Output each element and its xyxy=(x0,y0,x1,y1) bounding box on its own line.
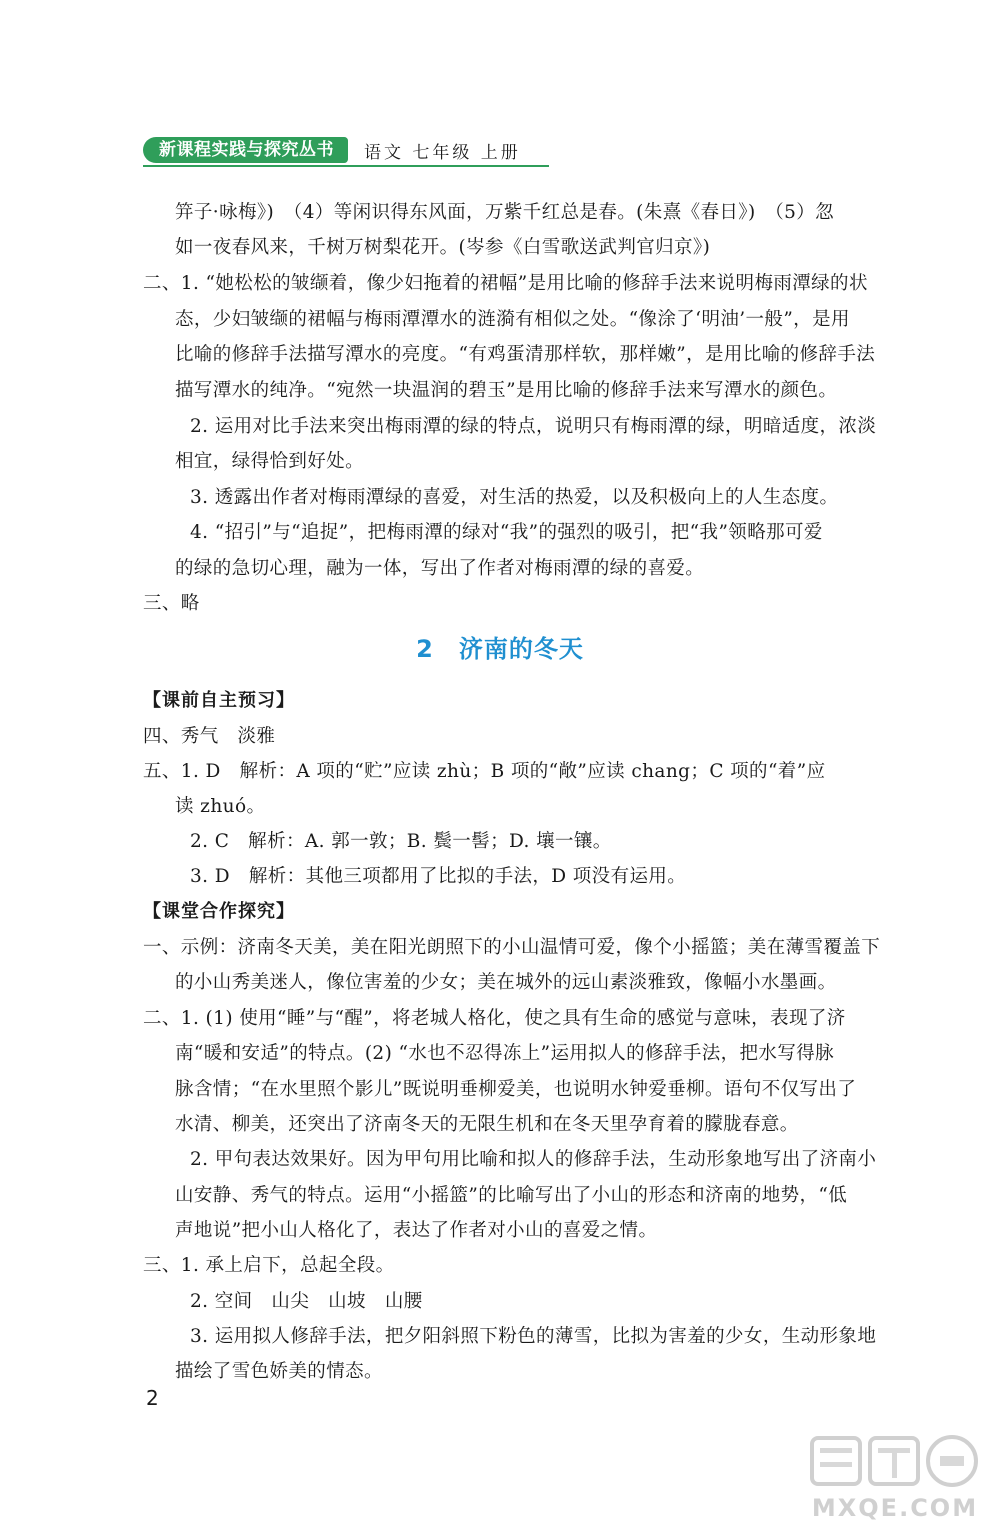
text-line: 脉含情；“在水里照个影儿”既说明垂柳爱美，也说明水钟爱垂柳。语句不仅写出了 xyxy=(175,1079,857,1100)
text-line: 二、1. (1) 使用“睡”与“醒”，将老城人格化，使之具有生命的感觉与意味，表现了济 xyxy=(143,1008,846,1029)
text-line: 如一夜春风来，千树万树梨花开。(岑参《白雪歌送武判官归京》) xyxy=(175,237,711,258)
text-line: 描绘了雪色娇美的情态。 xyxy=(175,1361,383,1382)
text-line: 笄子·咏梅》) （4）等闲识得东风面，万紫千红总是春。(朱熹《春日》) （5）忽 xyxy=(175,202,835,223)
text-line: 比喻的修辞手法描写潭水的亮度。“有鸡蛋清那样软，那样嫩”，是用比喻的修辞手法 xyxy=(175,344,876,365)
text-line: 读 zhuó。 xyxy=(175,796,266,817)
text-line: 2. 空间 山尖 山坡 山腰 xyxy=(190,1291,423,1312)
watermark-logo xyxy=(800,1430,990,1525)
section-title: 2 济南的冬天 xyxy=(416,635,584,663)
section-heading: 【课堂合作探究】 xyxy=(143,901,295,922)
text-line: 4. “招引”与“追捉”，把梅雨潭的绿对“我”的强烈的吸引，把“我”领略那可爱 xyxy=(190,522,823,543)
text-line: 三、1. 承上启下，总起全段。 xyxy=(143,1255,395,1276)
watermark-url: MXQE.COM xyxy=(811,1494,979,1522)
text-line: 2. 甲句表达效果好。因为甲句用比喻和拟人的修辞手法，生动形象地写出了济南小 xyxy=(190,1149,877,1170)
text-line: 的小山秀美迷人，像位害羞的少女；美在城外的远山素淡雅致，像幅小水墨画。 xyxy=(175,972,837,993)
series-badge: 新课程实践与探究丛书 xyxy=(143,137,348,163)
section-heading: 【课前自主预习】 xyxy=(143,690,295,711)
text-line: 的绿的急切心理，融为一体，写出了作者对梅雨潭的绿的喜爱。 xyxy=(175,558,705,579)
text-line: 2. C 解析：A. 郭一敦；B. 鬓一髻；D. 壤一镶。 xyxy=(190,831,612,852)
header-rule xyxy=(143,165,549,167)
text-line: 山安静、秀气的特点。运用“小摇篮”的比喻写出了小山的形态和济南的地势，“低 xyxy=(175,1185,848,1206)
text-line: 二、1. “她松松的皱缬着，像少妇拖着的裙幅”是用比喻的修辞手法来说明梅雨潭绿的状 xyxy=(143,273,868,294)
text-line: 态，少妇皱缬的裙幅与梅雨潭潭水的涟漪有相似之处。“像涂了‘明油’一般”，是用 xyxy=(175,309,850,330)
text-line: 一、示例：济南冬天美，美在阳光朗照下的小山温情可爱，像个小摇篮；美在薄雪覆盖下 xyxy=(143,937,881,958)
text-line: 2. 运用对比手法来突出梅雨潭的绿的特点，说明只有梅雨潭的绿，明暗适度，浓淡 xyxy=(190,416,877,437)
text-line: 声地说”把小山人格化了，表达了作者对小山的喜爱之情。 xyxy=(175,1220,658,1241)
text-line: 三、略 xyxy=(143,593,200,614)
text-line: 水清、柳美，还突出了济南冬天的无限生机和在冬天里孕育着的朦胧春意。 xyxy=(175,1114,799,1135)
text-line: 四、秀气 淡雅 xyxy=(143,726,276,747)
text-line: 3. D 解析：其他三项都用了比拟的手法，D 项没有运用。 xyxy=(190,866,687,887)
text-line: 描写潭水的纯净。“宛然一块温润的碧玉”是用比喻的修辞手法来写潭水的颜色。 xyxy=(175,380,838,401)
book-info: 语文 七年级 上册 xyxy=(364,142,521,163)
text-line: 南“暖和安适”的特点。(2) “水也不忍得冻上”运用拟人的修辞手法，把水写得脉 xyxy=(175,1043,835,1064)
text-line: 3. 透露出作者对梅雨潭绿的喜爱，对生活的热爱，以及积极向上的人生态度。 xyxy=(190,487,839,508)
text-line: 相宜，绿得恰到好处。 xyxy=(175,451,365,472)
running-header xyxy=(143,136,521,164)
text-line: 五、1. D 解析：A 项的“贮”应读 zhù；B 项的“敞”应读 chang；C 项的“着”应 xyxy=(143,761,826,782)
page-number: 2 xyxy=(146,1386,159,1410)
text-line: 3. 运用拟人修辞手法，把夕阳斜照下粉色的薄雪，比拟为害羞的少女，生动形象地 xyxy=(190,1326,877,1347)
